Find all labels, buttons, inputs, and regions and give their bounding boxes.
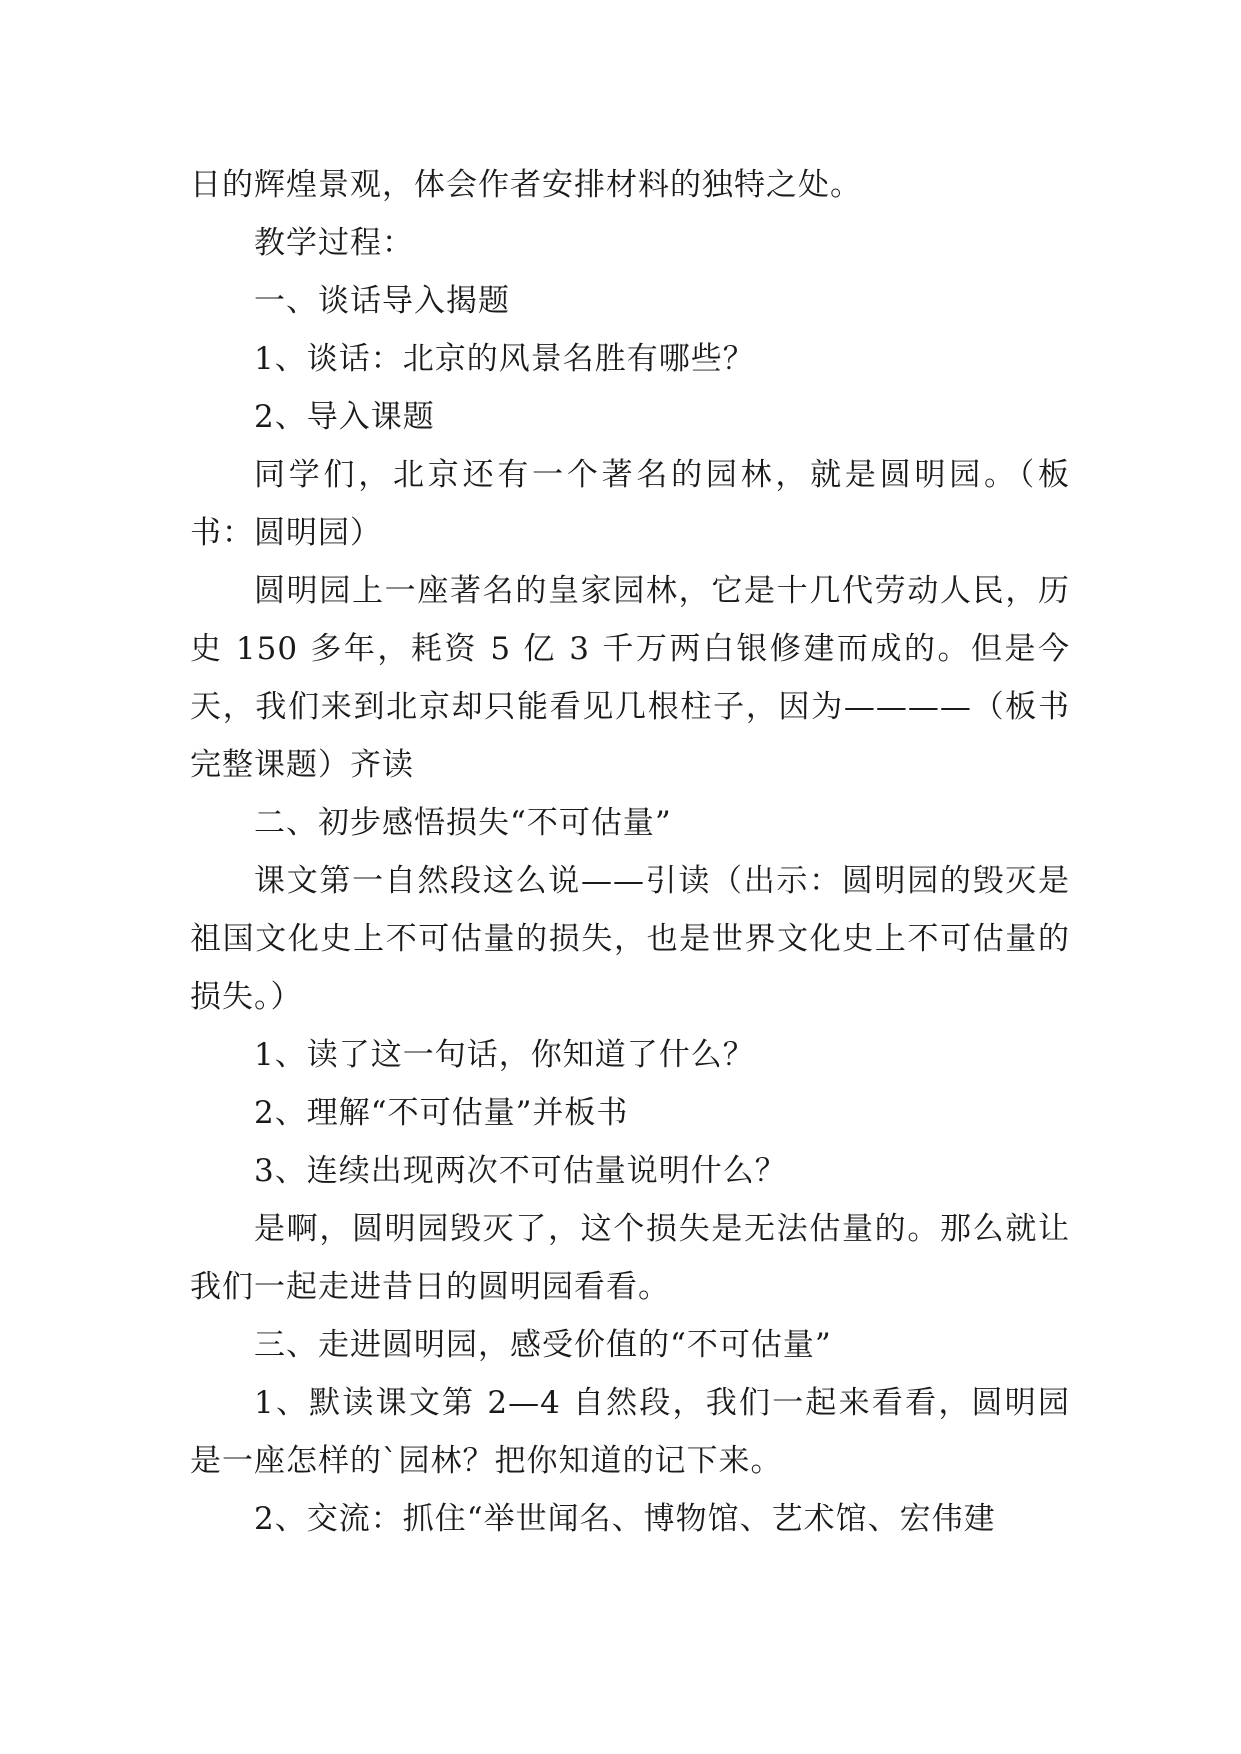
paragraph: 教学过程： bbox=[254, 225, 414, 261]
paragraph: 1、谈话：北京的风景名胜有哪些？ bbox=[254, 341, 755, 377]
paragraph: 圆明园上一座著名的皇家园林，它是十几代劳动人民，历史 150 多年，耗资 5 亿 3 千万两白银修建而成的。但是今天，我们来到北京却只能看见几根柱子，因为————（板书完整课题）齐读 bbox=[190, 573, 1070, 783]
paragraph: 2、理解“不可估量”并板书 bbox=[254, 1095, 629, 1131]
paragraph: 1、读了这一句话，你知道了什么？ bbox=[254, 1037, 755, 1073]
paragraph: 日的辉煌景观，体会作者安排材料的独特之处。 bbox=[190, 167, 862, 203]
section-heading: 三、走进圆明园，感受价值的“不可估量” bbox=[254, 1327, 832, 1363]
paragraph: 3、连续出现两次不可估量说明什么？ bbox=[254, 1153, 787, 1189]
paragraph: 2、导入课题 bbox=[254, 399, 435, 435]
section-heading: 二、初步感悟损失“不可估量” bbox=[254, 805, 672, 841]
paragraph: 2、交流：抓住“举世闻名、博物馆、艺术馆、宏伟建 bbox=[254, 1501, 996, 1537]
paragraph: 1、默读课文第 2—4 自然段，我们一起来看看，圆明园是一座怎样的`园林？把你知道的记下来。 bbox=[190, 1385, 1070, 1479]
paragraph: 同学们，北京还有一个著名的园林，就是圆明园。（板书：圆明园） bbox=[190, 457, 1070, 551]
document-body bbox=[190, 156, 1070, 1548]
paragraph: 是啊，圆明园毁灭了，这个损失是无法估量的。那么就让我们一起走进昔日的圆明园看看。 bbox=[190, 1211, 1070, 1305]
section-heading: 一、谈话导入揭题 bbox=[254, 283, 510, 319]
paragraph: 课文第一自然段这么说——引读（出示：圆明园的毁灭是祖国文化史上不可估量的损失，也是世界文化史上不可估量的损失。） bbox=[190, 863, 1070, 1015]
